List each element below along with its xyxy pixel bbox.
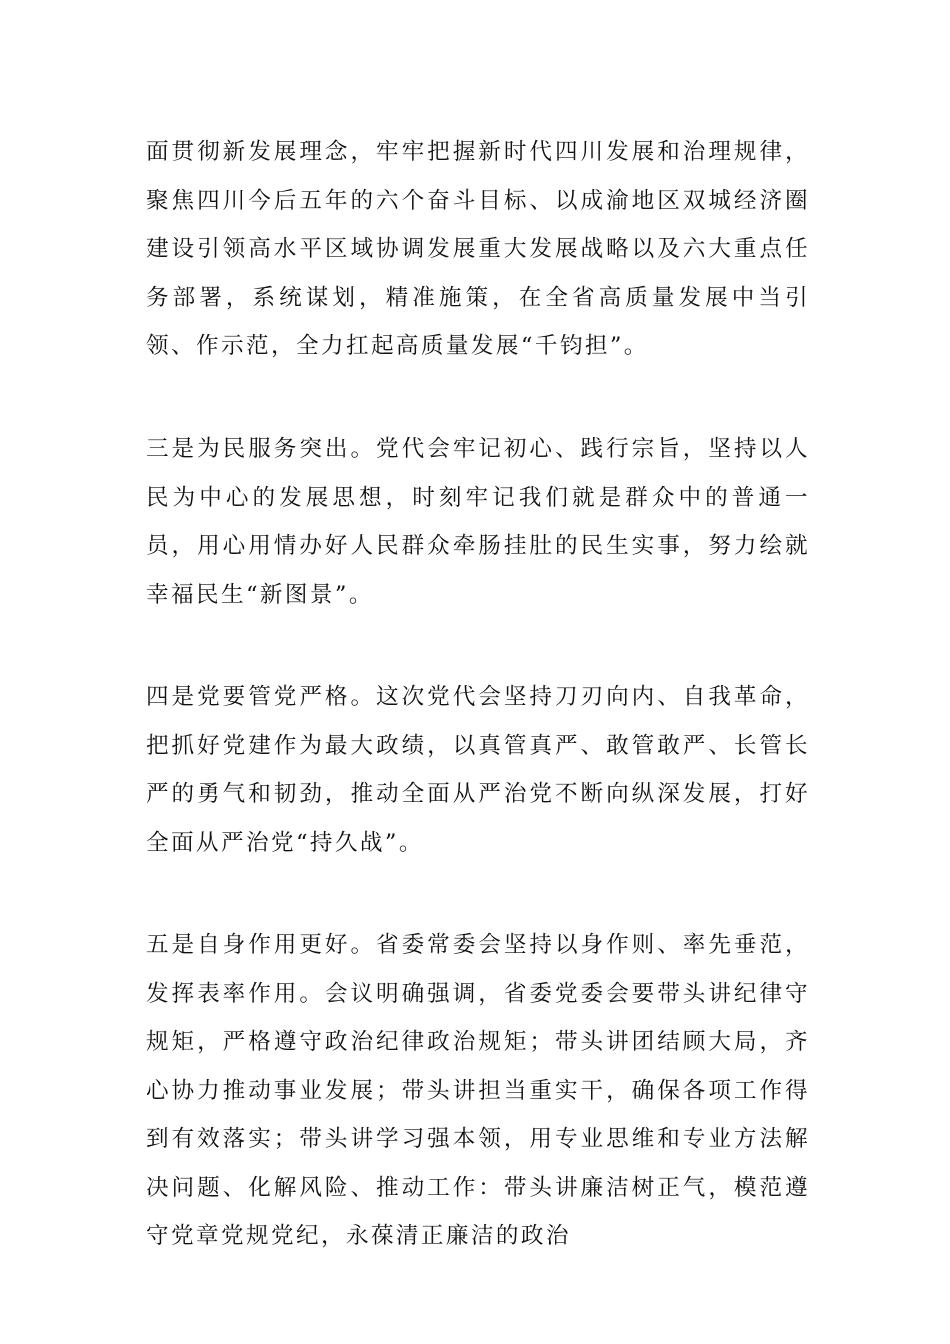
paragraph-point-four: 四是党要管党严格。这次党代会坚持刀刃向内、自我革命，把抓好党建作为最大政绩，以真管真严、敢管敢严、长管长严的勇气和韧劲，推动全面从严治党不断向纵深发展，打好全面从严治党“持久战”。 — [146, 684, 810, 856]
paragraph-continuation: 面贯彻新发展理念，牢牢把握新时代四川发展和治理规律，聚焦四川今后五年的六个奋斗目标、以成渝地区双城经济圈建设引领高水平区域协调发展重大发展战略以及六大重点任务部署，系统谋划，精准施策，在全省高质量发展中当引领、作示范，全力扛起高质量发展“千钧担”。 — [146, 139, 810, 359]
paragraph-point-three: 三是为民服务突出。党代会牢记初心、践行宗旨，坚持以人民为中心的发展思想，时刻牢记我们就是群众中的普通一员，用心用情办好人民群众牵肠挂肚的民生实事，努力绘就幸福民生“新图景”。 — [146, 436, 810, 608]
paragraph-point-five: 五是自身作用更好。省委常委会坚持以身作则、率先垂范，发挥表率作用。会议明确强调，省委党委会要带头讲纪律守规矩，严格遵守政治纪律政治规矩；带头讲团结顾大局，齐心协力推动事业发展；带头讲担当重实干，确保各项工作得到有效落实；带头讲学习强本领，用专业思维和专业方法解决问题、化解风险、推动工作：带头讲廉洁树正气，模范遵守党章党规党纪，永葆清正廉洁的政治 — [146, 932, 810, 1249]
